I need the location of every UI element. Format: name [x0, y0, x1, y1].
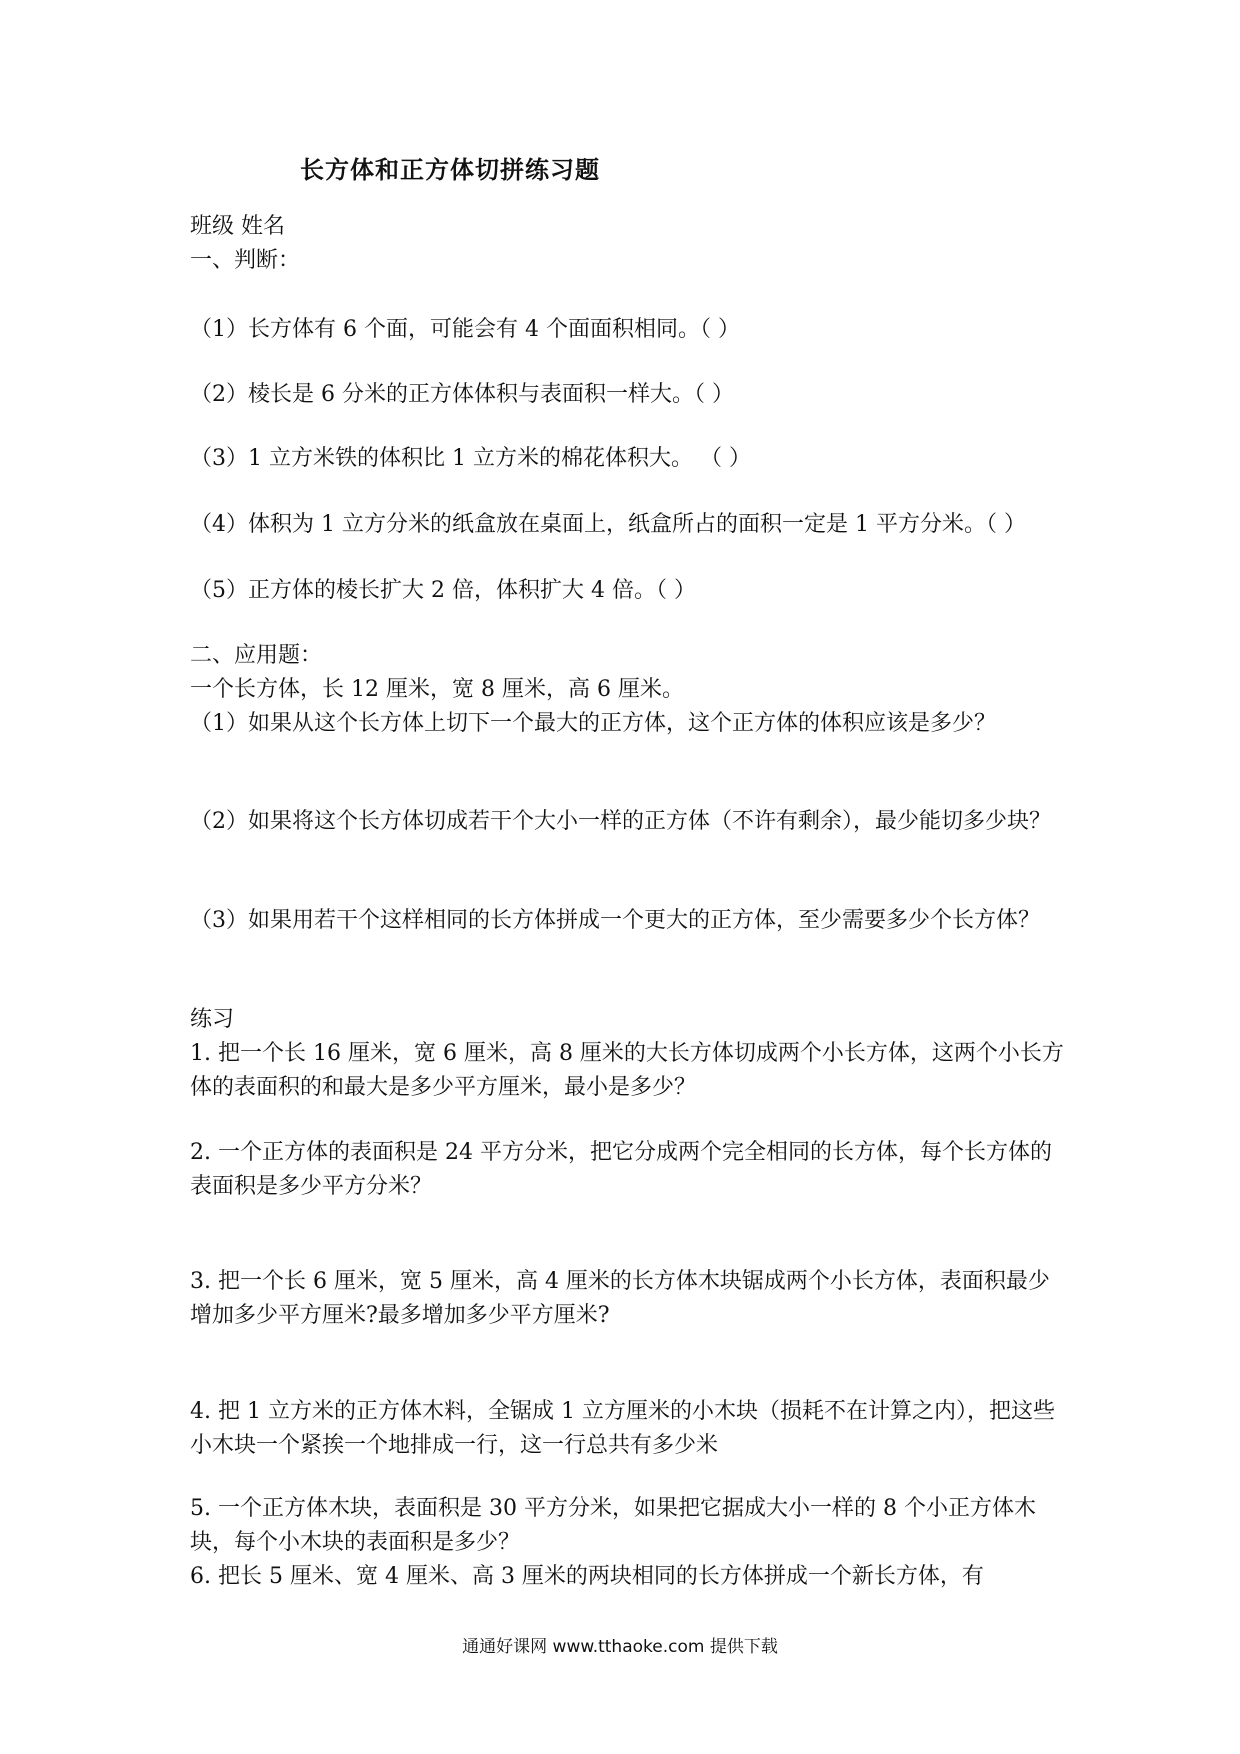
practice-question-2: 2. 一个正方体的表面积是 24 平方分米，把它分成两个完全相同的长方体，每个长方体的表面积是多少平方分米？: [190, 1140, 1052, 1199]
practice-question-4: 4. 把 1 立方米的正方体木料，全锯成 1 立方厘米的小木块（损耗不在计算之内），把这些小木块一个紧挨一个地排成一行，这一行总共有多少米: [190, 1399, 1055, 1458]
application-question-3: （3）如果用若干个这样相同的长方体拼成一个更大的正方体，至少需要多少个长方体？: [190, 908, 1040, 933]
application-intro: 一个长方体，长 12 厘米，宽 8 厘米，高 6 厘米。: [190, 677, 684, 702]
page-title: 长方体和正方体切拼练习题: [300, 155, 600, 184]
practice-question-3: 3. 把一个长 6 厘米，宽 5 厘米，高 4 厘米的长方体木块锯成两个小长方体，表面积最少增加多少平方厘米?最多增加多少平方厘米?: [190, 1269, 1050, 1328]
application-question-2: （2）如果将这个长方体切成若干个大小一样的正方体（不许有剩余），最少能切多少块？: [190, 809, 1052, 834]
practice-title: 练习: [190, 1007, 235, 1032]
judgment-question-3: （3）1 立方米铁的体积比 1 立方米的棉花体积大。 （ ）: [190, 446, 751, 471]
page-footer: 通通好课网 www.tthaoke.com 提供下载: [462, 1637, 778, 1657]
practice-question-1: 1. 把一个长 16 厘米，宽 6 厘米，高 8 厘米的大长方体切成两个小长方体，这两个小长方体的表面积的和最大是多少平方厘米，最小是多少？: [190, 1041, 1064, 1100]
judgment-question-5: （5）正方体的棱长扩大 2 倍，体积扩大 4 倍。（ ）: [190, 578, 696, 603]
practice-question-6: 6. 把长 5 厘米、宽 4 厘米、高 3 厘米的两块相同的长方体拼成一个新长方体，有: [190, 1564, 984, 1589]
application-question-1: （1）如果从这个长方体上切下一个最大的正方体，这个正方体的体积应该是多少？: [190, 711, 996, 736]
section-judgment-title: 一、判断：: [190, 248, 301, 273]
judgment-question-1: （1）长方体有 6 个面，可能会有 4 个面面积相同。（ ）: [190, 317, 740, 342]
judgment-question-2: （2）棱长是 6 分米的正方体体积与表面积一样大。（ ）: [190, 382, 734, 407]
section-application-title: 二、应用题：: [190, 643, 323, 668]
practice-question-5: 5. 一个正方体木块，表面积是 30 平方分米，如果把它据成大小一样的 8 个小正方体木块，每个小木块的表面积是多少？: [190, 1496, 1036, 1555]
judgment-question-4: （4）体积为 1 立方分米的纸盒放在桌面上，纸盒所占的面积一定是 1 平方分米。（ ）: [190, 512, 1026, 537]
class-name-line: 班级 姓名: [190, 214, 285, 239]
